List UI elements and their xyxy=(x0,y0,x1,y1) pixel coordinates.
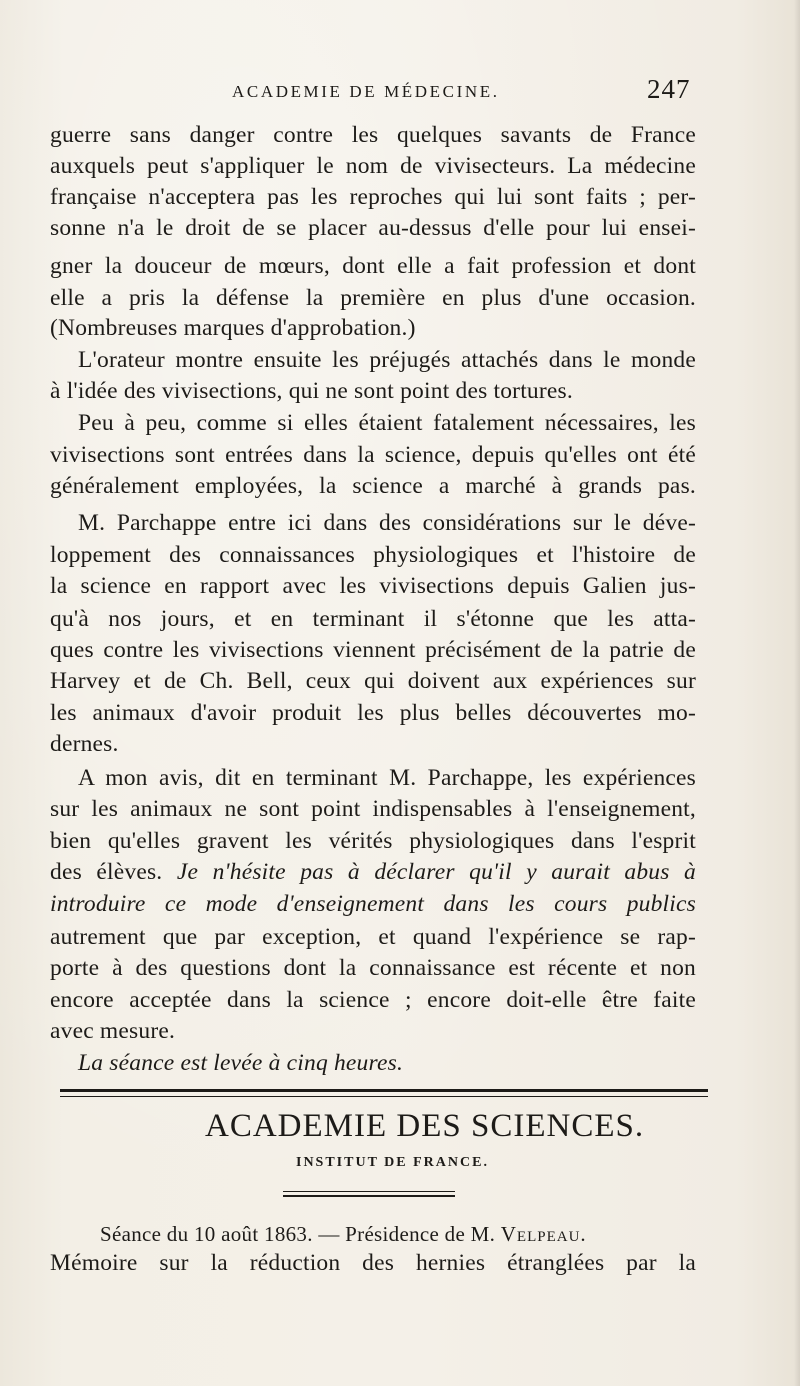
text-line-roman: des élèves. xyxy=(50,859,163,885)
page-edge-shadow xyxy=(794,0,800,1386)
text-line: la science en rapport avec les vivisections depuis Galien jus- xyxy=(50,573,696,599)
subtitle-rule xyxy=(283,1191,455,1192)
text-line: guerre sans danger contre les quelques savants de France xyxy=(50,122,696,148)
session-heading xyxy=(100,1222,586,1247)
text-line: Harvey et de Ch. Bell, ceux qui doivent aux expériences sur xyxy=(50,668,696,694)
text-line: Peu à peu, comme si elles étaient fatalement nécessaires, les xyxy=(78,410,696,436)
text-line: A mon avis, dit en terminant M. Parchappe, les expériences xyxy=(78,765,696,791)
text-line: avec mesure. xyxy=(50,1018,176,1044)
section-rule-thin xyxy=(60,1096,708,1097)
text-line: Mémoire sur la réduction des hernies étranglées par la xyxy=(50,1250,696,1276)
text-line: les animaux d'avoir produit les plus belles découvertes mo- xyxy=(50,700,696,726)
text-line xyxy=(50,857,696,887)
text-line: auxquels peut s'appliquer le nom de vivisecteurs. La médecine xyxy=(50,153,696,179)
text-line-italic: introduire ce mode d'enseignement dans les cours publics xyxy=(50,891,696,917)
text-line: encore acceptée dans la science ; encore doit-elle être faite xyxy=(50,987,696,1013)
running-head: ACADEMIE DE MÉDECINE. xyxy=(232,82,500,101)
text-line: porte à des questions dont la connaissance est récente et non xyxy=(50,955,696,981)
text-line: bien qu'elles gravent les vérités physiologiques dans l'esprit xyxy=(50,828,696,854)
subtitle-rule-thick xyxy=(283,1195,455,1197)
text-line: ques contre les vivisections viennent précisément de la patrie de xyxy=(50,637,696,663)
text-line: elle a pris la défense la première en plus d'une occasion. xyxy=(50,285,696,311)
page-number: 247 xyxy=(647,74,691,104)
text-line: M. Parchappe entre ici dans des considérations sur le déve- xyxy=(78,510,696,536)
text-line: à l'idée des vivisections, qui ne sont point des tortures. xyxy=(50,378,573,404)
president-name: Velpeau xyxy=(500,1222,581,1246)
section-rule xyxy=(60,1089,708,1092)
text-line: sonne n'a le droit de se placer au-dessus d'elle pour lui ensei- xyxy=(50,215,696,241)
text-line: sur les animaux ne sont point indispensables à l'enseignement, xyxy=(50,796,696,822)
session-period: . xyxy=(580,1222,586,1246)
text-line: qu'à nos jours, et en terminant il s'étonne que les atta- xyxy=(50,606,696,632)
text-line: française n'acceptera pas les reproches qui lui sont faits ; per- xyxy=(50,184,696,210)
session-closing-line: La séance est levée à cinq heures. xyxy=(78,1050,404,1076)
text-line: L'orateur montre ensuite les préjugés attachés dans le monde xyxy=(78,347,696,373)
text-line: gner la douceur de mœurs, dont elle a fait profession et dont xyxy=(50,253,696,279)
section-title: ACADEMIE DES SCIENCES. xyxy=(205,1108,645,1144)
text-line: dernes. xyxy=(50,731,119,757)
text-line-italic: Je n'hésite pas à déclarer qu'il y aurait abus à xyxy=(176,859,696,885)
text-line: (Nombreuses marques d'approbation.) xyxy=(50,315,416,341)
text-line: autrement que par exception, et quand l'expérience se rap- xyxy=(50,924,696,950)
section-subtitle: INSTITUT DE FRANCE. xyxy=(296,1155,489,1170)
text-line: loppement des connaissances physiologiques et l'histoire de xyxy=(50,542,696,568)
text-line: vivisections sont entrées dans la science, depuis qu'elles ont été xyxy=(50,442,696,468)
text-line: généralement employées, la science a marché à grands pas. xyxy=(50,473,696,499)
session-date-text: Séance du 10 août 1863. — Présidence de M. xyxy=(100,1222,496,1246)
